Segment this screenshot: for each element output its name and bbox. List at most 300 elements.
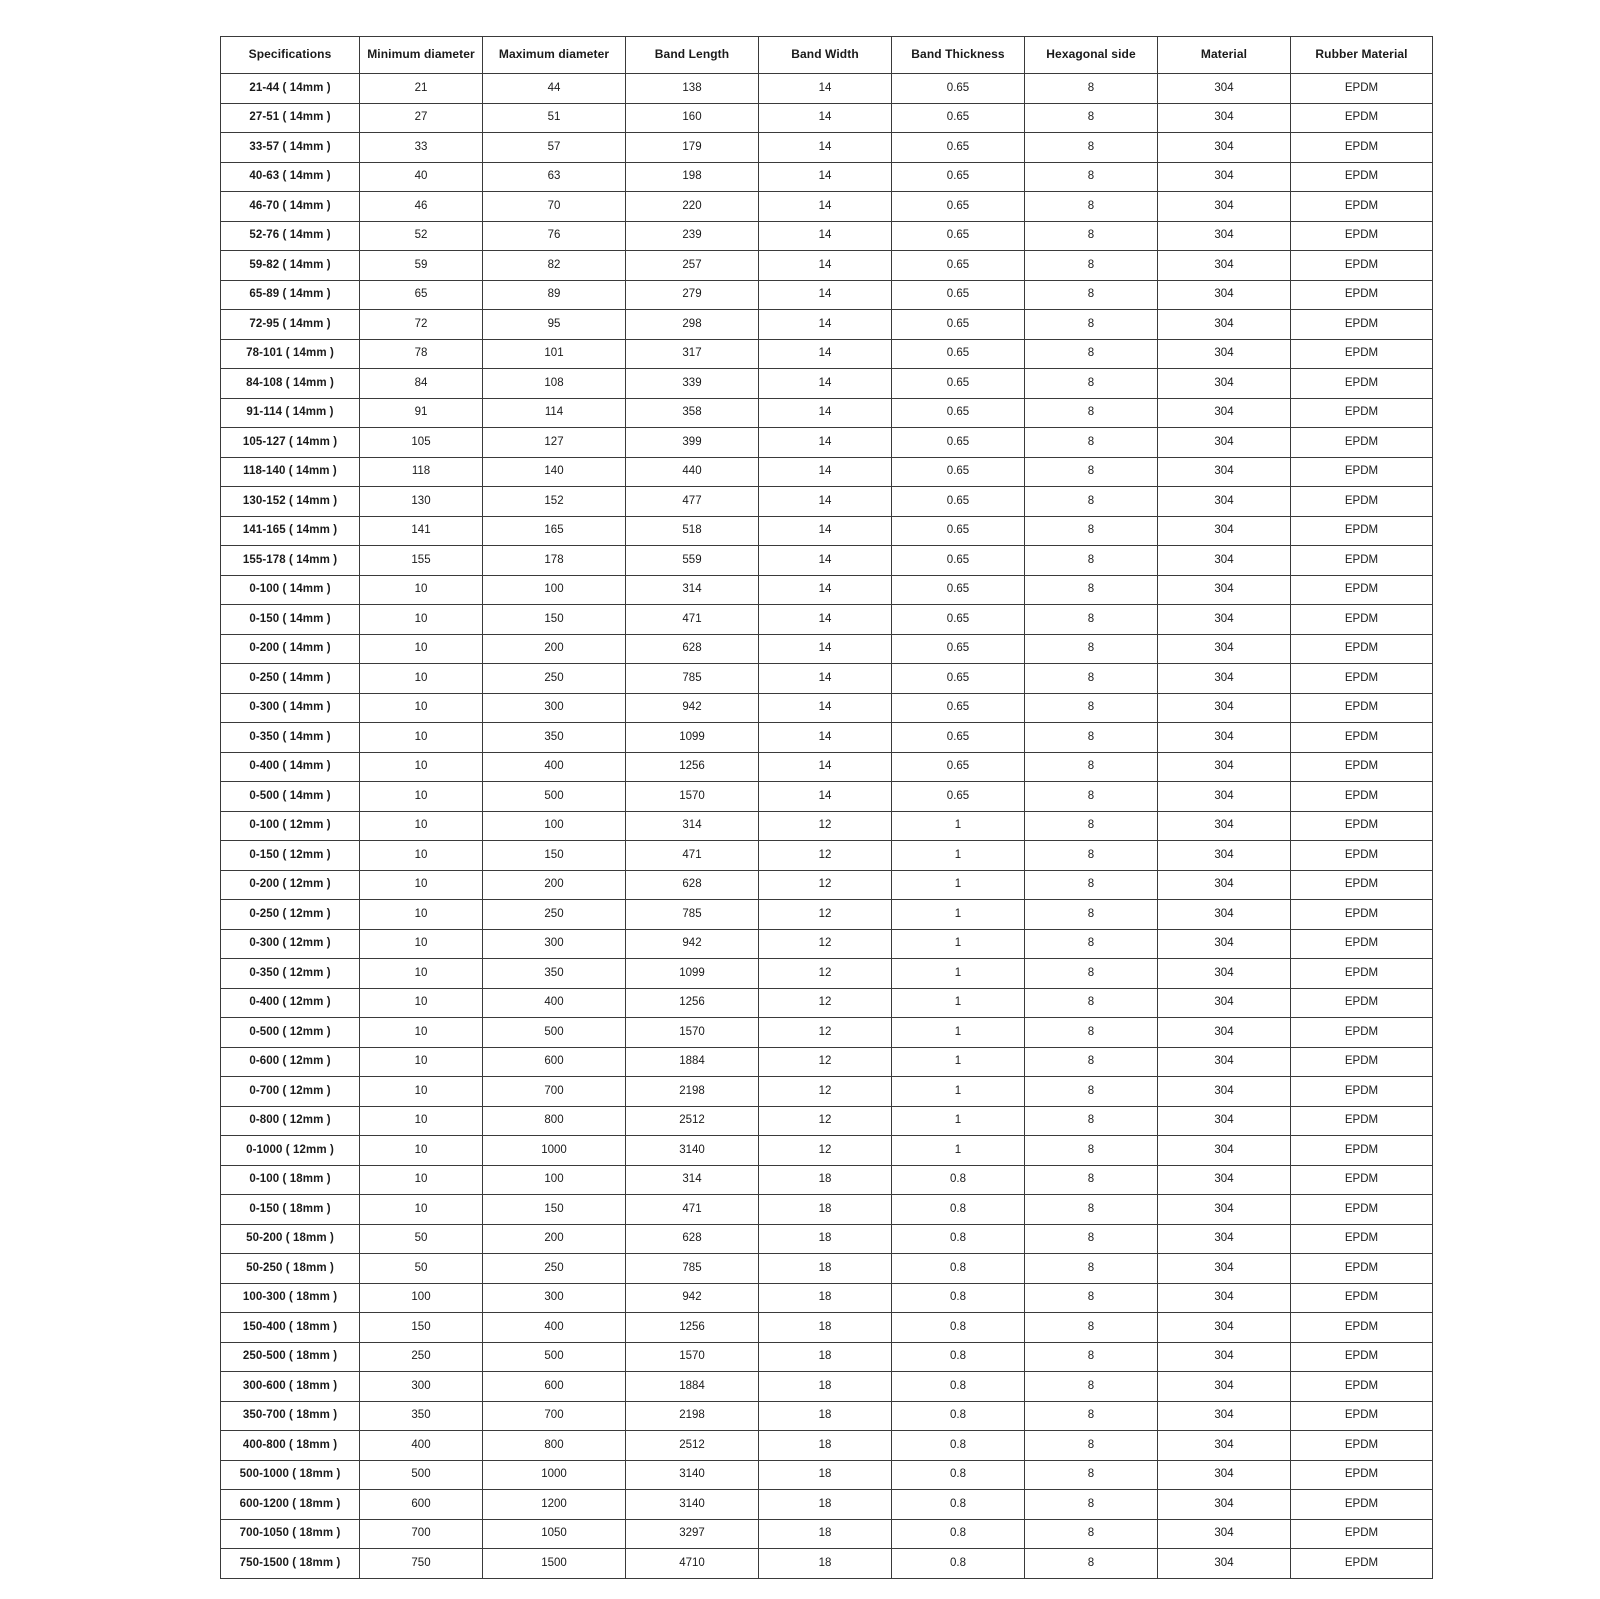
data-cell: EPDM xyxy=(1291,398,1433,428)
data-cell: EPDM xyxy=(1291,1549,1433,1579)
table-row xyxy=(221,693,1433,723)
data-cell: 304 xyxy=(1158,221,1291,251)
data-cell: 8 xyxy=(1025,1401,1158,1431)
data-cell: EPDM xyxy=(1291,1106,1433,1136)
table-row xyxy=(221,74,1433,104)
data-cell: 0.65 xyxy=(892,428,1025,458)
data-cell: 8 xyxy=(1025,487,1158,517)
data-cell: 2512 xyxy=(626,1431,759,1461)
data-cell: 150 xyxy=(360,1313,483,1343)
data-cell: 300 xyxy=(483,693,626,723)
data-cell: 4710 xyxy=(626,1549,759,1579)
table-row xyxy=(221,1372,1433,1402)
specification-cell: 0-150 ( 14mm ) xyxy=(221,605,360,635)
data-cell: 0.65 xyxy=(892,398,1025,428)
specification-cell: 400-800 ( 18mm ) xyxy=(221,1431,360,1461)
data-cell: 339 xyxy=(626,369,759,399)
specification-cell: 84-108 ( 14mm ) xyxy=(221,369,360,399)
data-cell: 8 xyxy=(1025,1077,1158,1107)
data-cell: 10 xyxy=(360,929,483,959)
data-cell: 155 xyxy=(360,546,483,576)
specification-cell: 50-200 ( 18mm ) xyxy=(221,1224,360,1254)
data-cell: 8 xyxy=(1025,959,1158,989)
specification-cell: 500-1000 ( 18mm ) xyxy=(221,1460,360,1490)
data-cell: 471 xyxy=(626,841,759,871)
data-cell: EPDM xyxy=(1291,929,1433,959)
data-cell: 8 xyxy=(1025,811,1158,841)
data-cell: 89 xyxy=(483,280,626,310)
data-cell: 1 xyxy=(892,1047,1025,1077)
data-cell: 0.8 xyxy=(892,1283,1025,1313)
data-cell: 10 xyxy=(360,1018,483,1048)
data-cell: 14 xyxy=(759,192,892,222)
data-cell: 21 xyxy=(360,74,483,104)
data-cell: 1000 xyxy=(483,1136,626,1166)
data-cell: 12 xyxy=(759,959,892,989)
data-cell: 0.65 xyxy=(892,634,1025,664)
data-cell: 400 xyxy=(483,988,626,1018)
data-cell: 3297 xyxy=(626,1519,759,1549)
data-cell: 8 xyxy=(1025,103,1158,133)
data-cell: EPDM xyxy=(1291,487,1433,517)
specification-cell: 0-700 ( 12mm ) xyxy=(221,1077,360,1107)
table-row xyxy=(221,1549,1433,1579)
specification-cell: 130-152 ( 14mm ) xyxy=(221,487,360,517)
data-cell: 8 xyxy=(1025,900,1158,930)
data-cell: 1570 xyxy=(626,782,759,812)
data-cell: 8 xyxy=(1025,162,1158,192)
data-cell: 10 xyxy=(360,900,483,930)
specification-cell: 59-82 ( 14mm ) xyxy=(221,251,360,281)
table-row xyxy=(221,988,1433,1018)
data-cell: 1050 xyxy=(483,1519,626,1549)
table-row xyxy=(221,1195,1433,1225)
data-cell: 0.65 xyxy=(892,546,1025,576)
data-cell: 304 xyxy=(1158,988,1291,1018)
table-row xyxy=(221,1401,1433,1431)
data-cell: 14 xyxy=(759,133,892,163)
data-cell: EPDM xyxy=(1291,1283,1433,1313)
data-cell: EPDM xyxy=(1291,1372,1433,1402)
data-cell: 51 xyxy=(483,103,626,133)
data-cell: 40 xyxy=(360,162,483,192)
specification-cell: 0-100 ( 18mm ) xyxy=(221,1165,360,1195)
data-cell: 298 xyxy=(626,310,759,340)
data-cell: 10 xyxy=(360,693,483,723)
data-cell: 800 xyxy=(483,1431,626,1461)
data-cell: 0.8 xyxy=(892,1224,1025,1254)
data-cell: 8 xyxy=(1025,723,1158,753)
specification-cell: 141-165 ( 14mm ) xyxy=(221,516,360,546)
data-cell: 10 xyxy=(360,575,483,605)
data-cell: 0.65 xyxy=(892,752,1025,782)
data-cell: 0.65 xyxy=(892,487,1025,517)
data-cell: 1256 xyxy=(626,1313,759,1343)
data-cell: 8 xyxy=(1025,398,1158,428)
data-cell: EPDM xyxy=(1291,575,1433,605)
data-cell: EPDM xyxy=(1291,1018,1433,1048)
data-cell: 12 xyxy=(759,988,892,1018)
data-cell: 1 xyxy=(892,1106,1025,1136)
column-header: Maximum diameter xyxy=(483,37,626,74)
data-cell: 628 xyxy=(626,1224,759,1254)
data-cell: EPDM xyxy=(1291,1254,1433,1284)
data-cell: 700 xyxy=(483,1401,626,1431)
data-cell: 0.8 xyxy=(892,1519,1025,1549)
table-row xyxy=(221,1283,1433,1313)
table-row xyxy=(221,1342,1433,1372)
data-cell: 8 xyxy=(1025,1372,1158,1402)
data-cell: 8 xyxy=(1025,369,1158,399)
data-cell: 14 xyxy=(759,752,892,782)
specification-cell: 105-127 ( 14mm ) xyxy=(221,428,360,458)
data-cell: 108 xyxy=(483,369,626,399)
table-row xyxy=(221,575,1433,605)
data-cell: 27 xyxy=(360,103,483,133)
data-cell: 304 xyxy=(1158,1401,1291,1431)
data-cell: 700 xyxy=(483,1077,626,1107)
data-cell: 358 xyxy=(626,398,759,428)
data-cell: 304 xyxy=(1158,1165,1291,1195)
table-row xyxy=(221,605,1433,635)
data-cell: 18 xyxy=(759,1372,892,1402)
data-cell: 12 xyxy=(759,1047,892,1077)
data-cell: 350 xyxy=(360,1401,483,1431)
data-cell: 10 xyxy=(360,723,483,753)
data-cell: 8 xyxy=(1025,1490,1158,1520)
data-cell: 317 xyxy=(626,339,759,369)
specification-cell: 155-178 ( 14mm ) xyxy=(221,546,360,576)
data-cell: 130 xyxy=(360,487,483,517)
data-cell: 0.65 xyxy=(892,280,1025,310)
data-cell: 279 xyxy=(626,280,759,310)
data-cell: 304 xyxy=(1158,1077,1291,1107)
data-cell: 600 xyxy=(360,1490,483,1520)
data-cell: 304 xyxy=(1158,693,1291,723)
data-cell: 304 xyxy=(1158,959,1291,989)
data-cell: 84 xyxy=(360,369,483,399)
table-row xyxy=(221,103,1433,133)
table-row xyxy=(221,870,1433,900)
table-row xyxy=(221,369,1433,399)
data-cell: EPDM xyxy=(1291,546,1433,576)
data-cell: 18 xyxy=(759,1254,892,1284)
data-cell: 76 xyxy=(483,221,626,251)
table-row xyxy=(221,1224,1433,1254)
data-cell: 304 xyxy=(1158,339,1291,369)
table-row xyxy=(221,959,1433,989)
data-cell: 8 xyxy=(1025,457,1158,487)
data-cell: 0.8 xyxy=(892,1549,1025,1579)
data-cell: 14 xyxy=(759,487,892,517)
table-row xyxy=(221,1047,1433,1077)
specification-cell: 72-95 ( 14mm ) xyxy=(221,310,360,340)
data-cell: 304 xyxy=(1158,811,1291,841)
specification-cell: 27-51 ( 14mm ) xyxy=(221,103,360,133)
data-cell: 250 xyxy=(483,664,626,694)
data-cell: 8 xyxy=(1025,1519,1158,1549)
data-cell: EPDM xyxy=(1291,841,1433,871)
specification-cell: 50-250 ( 18mm ) xyxy=(221,1254,360,1284)
data-cell: 250 xyxy=(360,1342,483,1372)
data-cell: 8 xyxy=(1025,133,1158,163)
data-cell: 0.65 xyxy=(892,457,1025,487)
data-cell: EPDM xyxy=(1291,428,1433,458)
data-cell: 400 xyxy=(360,1431,483,1461)
data-cell: 304 xyxy=(1158,457,1291,487)
data-cell: 8 xyxy=(1025,575,1158,605)
column-header: Material xyxy=(1158,37,1291,74)
data-cell: 0.65 xyxy=(892,251,1025,281)
data-cell: 0.65 xyxy=(892,575,1025,605)
table-row xyxy=(221,310,1433,340)
data-cell: 14 xyxy=(759,457,892,487)
data-cell: 100 xyxy=(483,811,626,841)
data-cell: 350 xyxy=(483,723,626,753)
data-cell: 8 xyxy=(1025,74,1158,104)
data-cell: 1 xyxy=(892,870,1025,900)
data-cell: 8 xyxy=(1025,1165,1158,1195)
data-cell: 2198 xyxy=(626,1077,759,1107)
data-cell: 1256 xyxy=(626,752,759,782)
data-cell: 101 xyxy=(483,339,626,369)
data-cell: 200 xyxy=(483,1224,626,1254)
data-cell: 700 xyxy=(360,1519,483,1549)
data-cell: 304 xyxy=(1158,1106,1291,1136)
data-cell: 304 xyxy=(1158,575,1291,605)
data-cell: 18 xyxy=(759,1401,892,1431)
table-row xyxy=(221,192,1433,222)
data-cell: 18 xyxy=(759,1549,892,1579)
data-cell: 138 xyxy=(626,74,759,104)
table-row xyxy=(221,1165,1433,1195)
data-cell: 10 xyxy=(360,988,483,1018)
column-header: Band Thickness xyxy=(892,37,1025,74)
specification-cell: 78-101 ( 14mm ) xyxy=(221,339,360,369)
data-cell: 304 xyxy=(1158,280,1291,310)
data-cell: 200 xyxy=(483,870,626,900)
table-row xyxy=(221,133,1433,163)
table-row xyxy=(221,162,1433,192)
table-row xyxy=(221,428,1433,458)
data-cell: 471 xyxy=(626,605,759,635)
data-cell: EPDM xyxy=(1291,723,1433,753)
data-cell: 8 xyxy=(1025,1195,1158,1225)
column-header: Band Width xyxy=(759,37,892,74)
data-cell: 477 xyxy=(626,487,759,517)
data-cell: 400 xyxy=(483,752,626,782)
data-cell: 0.65 xyxy=(892,339,1025,369)
data-cell: 8 xyxy=(1025,1342,1158,1372)
data-cell: 304 xyxy=(1158,1372,1291,1402)
table-row xyxy=(221,900,1433,930)
data-cell: 0.65 xyxy=(892,103,1025,133)
data-cell: 942 xyxy=(626,693,759,723)
data-cell: 1884 xyxy=(626,1047,759,1077)
data-cell: 0.65 xyxy=(892,664,1025,694)
data-cell: 0.65 xyxy=(892,221,1025,251)
data-cell: 59 xyxy=(360,251,483,281)
data-cell: 304 xyxy=(1158,1195,1291,1225)
data-cell: 10 xyxy=(360,605,483,635)
header-row xyxy=(221,37,1433,74)
data-cell: 8 xyxy=(1025,664,1158,694)
data-cell: 0.65 xyxy=(892,605,1025,635)
data-cell: 440 xyxy=(626,457,759,487)
data-cell: 304 xyxy=(1158,1283,1291,1313)
data-cell: 304 xyxy=(1158,1460,1291,1490)
data-cell: 0.65 xyxy=(892,693,1025,723)
data-cell: EPDM xyxy=(1291,251,1433,281)
specification-cell: 0-250 ( 14mm ) xyxy=(221,664,360,694)
data-cell: 239 xyxy=(626,221,759,251)
data-cell: EPDM xyxy=(1291,133,1433,163)
data-cell: 304 xyxy=(1158,1047,1291,1077)
data-cell: 304 xyxy=(1158,74,1291,104)
data-cell: 304 xyxy=(1158,398,1291,428)
data-cell: 12 xyxy=(759,1106,892,1136)
data-cell: 314 xyxy=(626,575,759,605)
data-cell: 304 xyxy=(1158,1018,1291,1048)
data-cell: 304 xyxy=(1158,841,1291,871)
data-cell: 82 xyxy=(483,251,626,281)
specification-cell: 150-400 ( 18mm ) xyxy=(221,1313,360,1343)
data-cell: 0.65 xyxy=(892,192,1025,222)
data-cell: 1256 xyxy=(626,988,759,1018)
data-cell: 628 xyxy=(626,634,759,664)
data-cell: 18 xyxy=(759,1224,892,1254)
data-cell: EPDM xyxy=(1291,1136,1433,1166)
data-cell: 10 xyxy=(360,664,483,694)
data-cell: 14 xyxy=(759,74,892,104)
data-cell: 14 xyxy=(759,782,892,812)
specification-cell: 0-350 ( 14mm ) xyxy=(221,723,360,753)
data-cell: EPDM xyxy=(1291,605,1433,635)
table-row xyxy=(221,1106,1433,1136)
data-cell: 12 xyxy=(759,1136,892,1166)
data-cell: 14 xyxy=(759,162,892,192)
data-cell: 140 xyxy=(483,457,626,487)
data-cell: 304 xyxy=(1158,1519,1291,1549)
data-cell: 250 xyxy=(483,900,626,930)
data-cell: 0.8 xyxy=(892,1342,1025,1372)
data-cell: 150 xyxy=(483,1195,626,1225)
column-header: Hexagonal side xyxy=(1025,37,1158,74)
data-cell: 18 xyxy=(759,1519,892,1549)
table-row xyxy=(221,841,1433,871)
data-cell: 304 xyxy=(1158,870,1291,900)
data-cell: 8 xyxy=(1025,310,1158,340)
data-cell: 1 xyxy=(892,900,1025,930)
data-cell: EPDM xyxy=(1291,1401,1433,1431)
data-cell: 304 xyxy=(1158,929,1291,959)
data-cell: 14 xyxy=(759,369,892,399)
data-cell: 8 xyxy=(1025,1431,1158,1461)
data-cell: 1570 xyxy=(626,1342,759,1372)
data-cell: 3140 xyxy=(626,1136,759,1166)
data-cell: 300 xyxy=(360,1372,483,1402)
data-cell: 10 xyxy=(360,1077,483,1107)
data-cell: 8 xyxy=(1025,1549,1158,1579)
data-cell: EPDM xyxy=(1291,634,1433,664)
data-cell: 8 xyxy=(1025,841,1158,871)
data-cell: 1 xyxy=(892,959,1025,989)
specification-cell: 0-400 ( 12mm ) xyxy=(221,988,360,1018)
data-cell: EPDM xyxy=(1291,103,1433,133)
data-cell: 33 xyxy=(360,133,483,163)
specification-cell: 600-1200 ( 18mm ) xyxy=(221,1490,360,1520)
data-cell: 12 xyxy=(759,1018,892,1048)
data-cell: 8 xyxy=(1025,251,1158,281)
table-row xyxy=(221,487,1433,517)
table-row xyxy=(221,339,1433,369)
data-cell: 304 xyxy=(1158,428,1291,458)
table-row xyxy=(221,1460,1433,1490)
specification-cell: 0-500 ( 14mm ) xyxy=(221,782,360,812)
specification-cell: 40-63 ( 14mm ) xyxy=(221,162,360,192)
data-cell: 304 xyxy=(1158,723,1291,753)
data-cell: EPDM xyxy=(1291,959,1433,989)
data-cell: 152 xyxy=(483,487,626,517)
specification-cell: 0-800 ( 12mm ) xyxy=(221,1106,360,1136)
table-row xyxy=(221,929,1433,959)
data-cell: 18 xyxy=(759,1313,892,1343)
data-cell: 0.65 xyxy=(892,723,1025,753)
data-cell: 200 xyxy=(483,634,626,664)
data-cell: 3140 xyxy=(626,1490,759,1520)
data-cell: 50 xyxy=(360,1224,483,1254)
table-row xyxy=(221,1018,1433,1048)
data-cell: 1500 xyxy=(483,1549,626,1579)
data-cell: 63 xyxy=(483,162,626,192)
data-cell: 304 xyxy=(1158,634,1291,664)
data-cell: 72 xyxy=(360,310,483,340)
data-cell: EPDM xyxy=(1291,369,1433,399)
data-cell: 518 xyxy=(626,516,759,546)
specification-cell: 0-300 ( 14mm ) xyxy=(221,693,360,723)
data-cell: 18 xyxy=(759,1195,892,1225)
data-cell: 95 xyxy=(483,310,626,340)
data-cell: 118 xyxy=(360,457,483,487)
data-cell: 8 xyxy=(1025,280,1158,310)
data-cell: 18 xyxy=(759,1165,892,1195)
data-cell: 0.8 xyxy=(892,1195,1025,1225)
data-cell: 65 xyxy=(360,280,483,310)
data-cell: 8 xyxy=(1025,1254,1158,1284)
data-cell: 8 xyxy=(1025,605,1158,635)
data-cell: 10 xyxy=(360,841,483,871)
specification-cell: 0-250 ( 12mm ) xyxy=(221,900,360,930)
data-cell: EPDM xyxy=(1291,870,1433,900)
data-cell: 8 xyxy=(1025,634,1158,664)
data-cell: 304 xyxy=(1158,162,1291,192)
specifications-table xyxy=(220,36,1433,1579)
data-cell: 10 xyxy=(360,782,483,812)
data-cell: 8 xyxy=(1025,988,1158,1018)
data-cell: 8 xyxy=(1025,752,1158,782)
data-cell: EPDM xyxy=(1291,1047,1433,1077)
specification-cell: 0-100 ( 14mm ) xyxy=(221,575,360,605)
table-row xyxy=(221,811,1433,841)
data-cell: 198 xyxy=(626,162,759,192)
data-cell: 10 xyxy=(360,811,483,841)
data-cell: 304 xyxy=(1158,664,1291,694)
column-header: Minimum diameter xyxy=(360,37,483,74)
data-cell: 304 xyxy=(1158,133,1291,163)
table-row xyxy=(221,1490,1433,1520)
data-cell: 300 xyxy=(483,929,626,959)
data-cell: 150 xyxy=(483,605,626,635)
